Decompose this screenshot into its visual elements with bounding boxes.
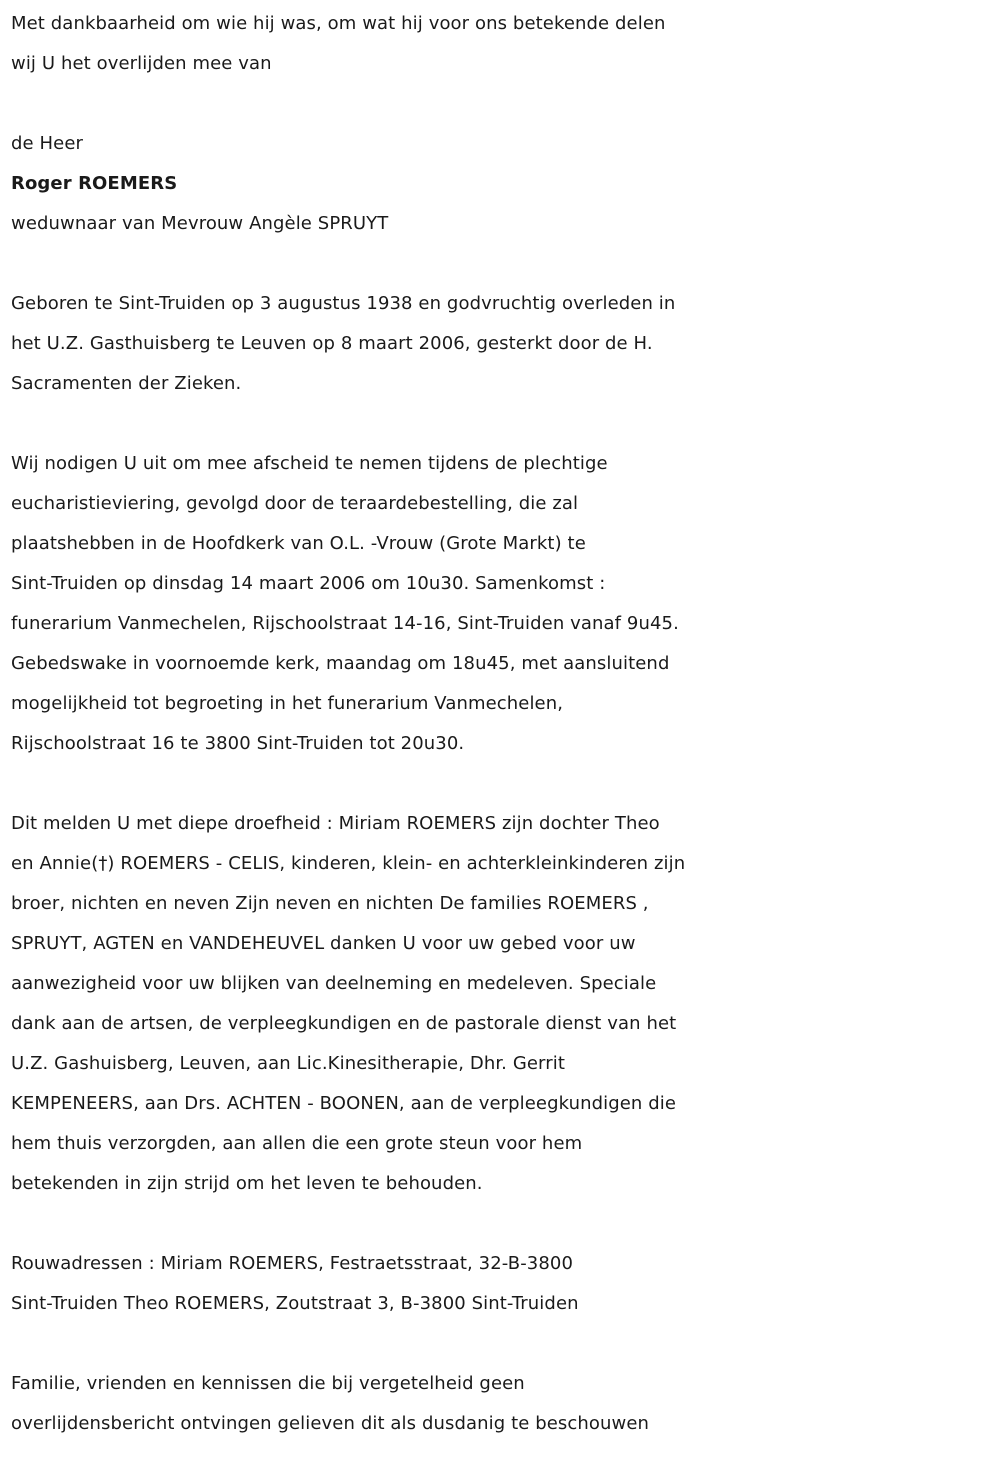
obituary-notice: [11, 4, 996, 1444]
paragraph-gap: [11, 404, 996, 444]
paragraph-gap: [11, 244, 996, 284]
birth-death-paragraph: [11, 284, 996, 404]
text-line: Wij nodigen U uit om mee afscheid te nemen tijdens de plechtige: [11, 453, 608, 474]
addresses-paragraph: [11, 1244, 996, 1324]
paragraph-gap: [11, 1204, 996, 1244]
text-line: Dit melden U met diepe droefheid : Miriam ROEMERS zijn dochter Theo: [11, 813, 660, 834]
text-line: Met dankbaarheid om wie hij was, om wat hij voor ons betekende delen: [11, 13, 666, 34]
text-line: het U.Z. Gasthuisberg te Leuven op 8 maart 2006, gesterkt door de H.: [11, 333, 653, 354]
closing-paragraph: [11, 1364, 996, 1444]
paragraph-gap: [11, 1324, 996, 1364]
text-line: dank aan de artsen, de verpleegkundigen en de pastorale dienst van het: [11, 1013, 677, 1034]
text-line: SPRUYT, AGTEN en VANDEHEUVEL danken U voor uw gebed voor uw: [11, 933, 636, 954]
text-line: overlijdensbericht ontvingen gelieven dit als dusdanig te beschouwen: [11, 1413, 650, 1434]
text-line: Sint-Truiden Theo ROEMERS, Zoutstraat 3, B-3800 Sint-Truiden: [11, 1293, 579, 1314]
invitation-paragraph: [11, 444, 996, 764]
text-line: en Annie(†) ROEMERS - CELIS, kinderen, klein- en achterkleinkinderen zijn: [11, 853, 686, 874]
text-line: funerarium Vanmechelen, Rijschoolstraat 14-16, Sint-Truiden vanaf 9u45.: [11, 613, 679, 634]
text-line: Rijschoolstraat 16 te 3800 Sint-Truiden tot 20u30.: [11, 733, 465, 754]
text-line: U.Z. Gashuisberg, Leuven, aan Lic.Kinesitherapie, Dhr. Gerrit: [11, 1053, 565, 1074]
intro-paragraph: [11, 4, 996, 84]
deceased-name: Roger ROEMERS: [11, 173, 178, 194]
text-line: Familie, vrienden en kennissen die bij vergetelheid geen: [11, 1373, 525, 1394]
text-line: Rouwadressen : Miriam ROEMERS, Festraetsstraat, 32-B-3800: [11, 1253, 573, 1274]
text-line: plaatshebben in de Hoofdkerk van O.L. -Vrouw (Grote Markt) te: [11, 533, 586, 554]
text-line: wij U het overlijden mee van: [11, 53, 272, 74]
text-line: Geboren te Sint-Truiden op 3 augustus 1938 en godvruchtig overleden in: [11, 293, 676, 314]
widower-of: weduwnaar van Mevrouw Angèle SPRUYT: [11, 213, 389, 234]
text-line: Sacramenten der Zieken.: [11, 373, 242, 394]
salutation: de Heer: [11, 133, 84, 154]
text-line: Sint-Truiden op dinsdag 14 maart 2006 om 10u30. Samenkomst :: [11, 573, 606, 594]
text-line: betekenden in zijn strijd om het leven te behouden.: [11, 1173, 483, 1194]
text-line: eucharistieviering, gevolgd door de teraardebestelling, die zal: [11, 493, 579, 514]
paragraph-gap: [11, 764, 996, 804]
text-line: KEMPENEERS, aan Drs. ACHTEN - BOONEN, aan de verpleegkundigen die: [11, 1093, 677, 1114]
paragraph-gap: [11, 84, 996, 124]
announcement-paragraph: [11, 804, 996, 1204]
text-line: hem thuis verzorgden, aan allen die een grote steun voor hem: [11, 1133, 583, 1154]
text-line: broer, nichten en neven Zijn neven en nichten De families ROEMERS ,: [11, 893, 649, 914]
text-line: aanwezigheid voor uw blijken van deelneming en medeleven. Speciale: [11, 973, 657, 994]
text-line: Gebedswake in voornoemde kerk, maandag om 18u45, met aansluitend: [11, 653, 670, 674]
text-line: mogelijkheid tot begroeting in het funerarium Vanmechelen,: [11, 693, 564, 714]
